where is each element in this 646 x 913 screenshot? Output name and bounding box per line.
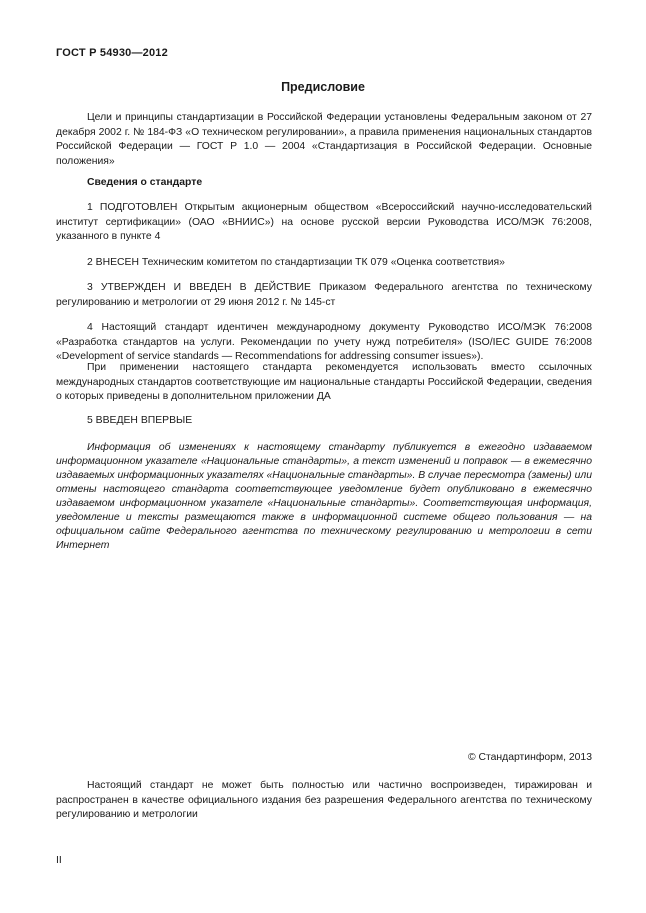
reproduction-notice: Настоящий стандарт не может быть полностью или частично воспроизведен, тиражирован и распространен в качестве официального издания без разрешения Федерального агентства по техническому регулированию и метрологии	[56, 780, 592, 821]
info-item-4: 4 Настоящий стандарт идентичен международному документу Руководство ИСО/МЭК 76:2008 «Разработка стандартов на услуги. Рекомендации по учету нужд потребителя» (ISO/IEC GUIDE 76:2008 «Development of service standards — Recommendations for addressing consumer issues»).	[56, 322, 592, 363]
info-item-5: 5 ВВЕДЕН ВПЕРВЫЕ	[87, 415, 193, 426]
info-item-2: 2 ВНЕСЕН Техническим комитетом по стандартизации ТК 079 «Оценка соответствия»	[87, 257, 505, 268]
info-item-4-note: При применении настоящего стандарта рекомендуется использовать вместо ссылочных международных стандартов соответствующие им национальные стандарты Российской Федерации, сведения о которых приведены в дополнительном приложении ДА	[56, 362, 592, 403]
info-item-3: 3 УТВЕРЖДЕН И ВВЕДЕН В ДЕЙСТВИЕ Приказом Федерального агентства по техническому регулированию и метрологии от 29 июня 2012 г. № 145-ст	[56, 282, 592, 308]
preface-paragraph: Цели и принципы стандартизации в Российской Федерации установлены Федеральным законом от 27 декабря 2002 г. № 184-ФЗ «О техническом регулировании», а правила применения национальных стандартов Российской Федерации — ГОСТ Р 1.0 — 2004 «Стандартизация в Российской Федерации. Основные положения»	[56, 112, 592, 167]
document-code: ГОСТ Р 54930—2012	[56, 47, 168, 59]
changes-information: Информация об изменениях к настоящему стандарту публикуется в ежегодно издаваемом информационном указателе «Национальные стандарты», а текст изменений и поправок — в ежемесячно издаваемых информационных указателях «Национальные стандарты». В случае пересмотра (замены) или отмены настоящего стандарта соответствующее уведомление будет опубликовано в ежемесячно издаваемом информационном указателе «Национальные стандарты». Соответствующая информация, уведомление и тексты размещаются также в информационной системе общего пользования — на официальном сайте Федерального агентства по техническому регулированию и метрологии в сети Интернет	[56, 442, 592, 551]
copyright: © Стандартинформ, 2013	[467, 752, 592, 763]
page-title: Предисловие	[281, 80, 365, 94]
info-item-1: 1 ПОДГОТОВЛЕН Открытым акционерным обществом «Всероссийский научно-исследовательский институт сертификации» (ОАО «ВНИИС») на основе русской версии Руководства ИСО/МЭК 76:2008, указанного в пункте 4	[56, 202, 592, 243]
page-number: II	[56, 855, 62, 866]
section-heading: Сведения о стандарте	[87, 177, 203, 188]
